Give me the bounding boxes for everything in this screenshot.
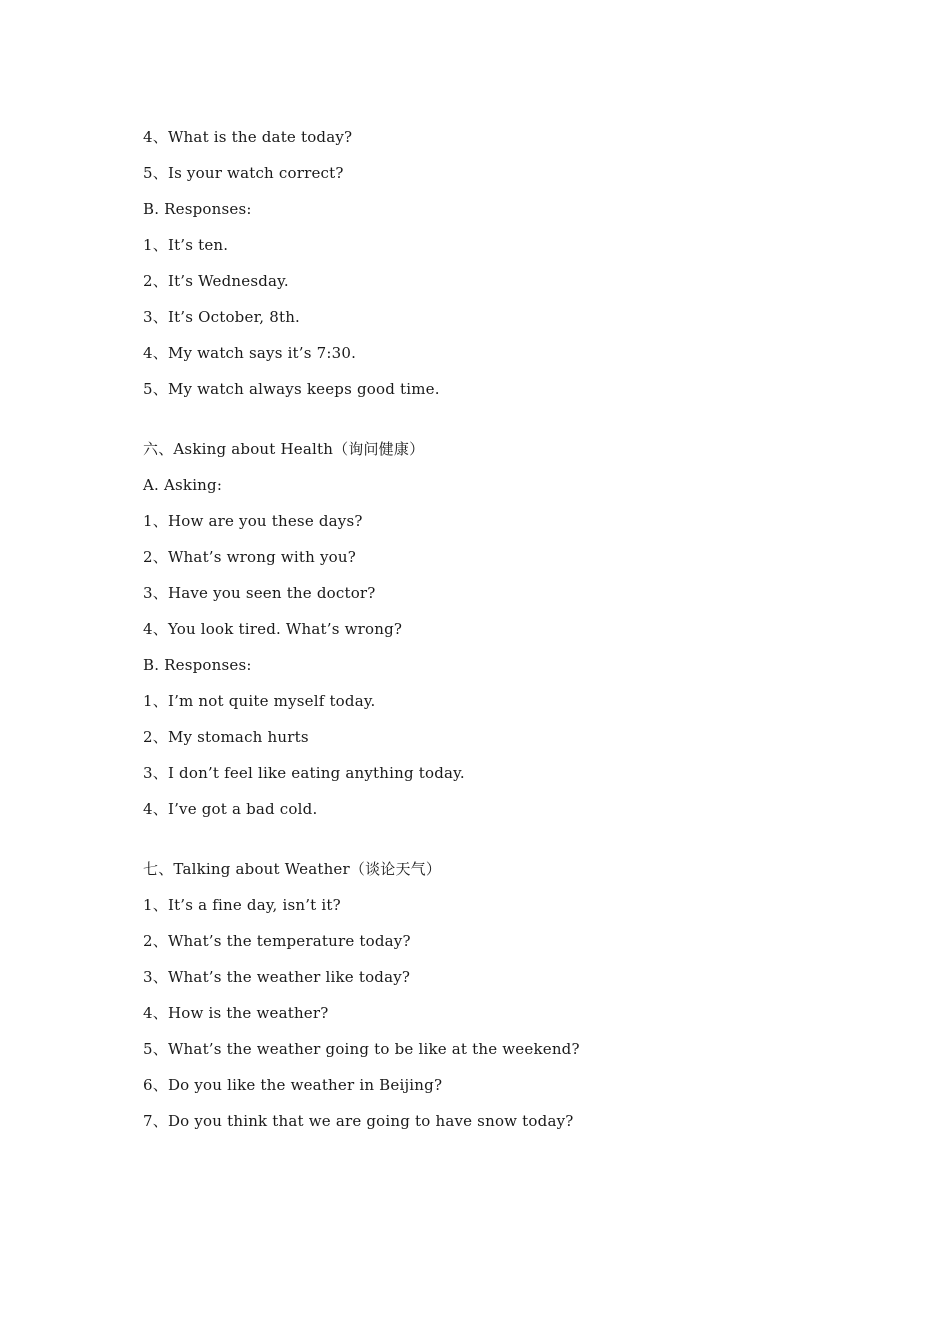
question-line: 2、What’s wrong with you?: [143, 548, 356, 566]
question-line: 4、What is the date today?: [143, 128, 353, 146]
response-line: 2、It’s Wednesday.: [143, 272, 289, 290]
responses-heading: B. Responses:: [143, 656, 252, 674]
section-time-tail: [143, 124, 863, 412]
question-line: 4、You look tired. What’s wrong?: [143, 620, 403, 638]
section-health: [143, 436, 863, 832]
section-gap: [143, 832, 863, 856]
weather-line: 5、What’s the weather going to be like at the weekend?: [143, 1040, 580, 1058]
section-weather: [143, 856, 863, 1144]
asking-heading: A. Asking:: [143, 476, 223, 494]
document-body: [143, 124, 863, 1144]
weather-line: 3、What’s the weather like today?: [143, 968, 411, 986]
weather-line: 6、Do you like the weather in Beijing?: [143, 1076, 443, 1094]
weather-line: 2、What’s the temperature today?: [143, 932, 411, 950]
question-line: 5、Is your watch correct?: [143, 164, 344, 182]
section-gap: [143, 412, 863, 436]
response-line: 2、My stomach hurts: [143, 728, 309, 746]
weather-line: 1、It’s a fine day, isn’t it?: [143, 896, 341, 914]
response-line: 1、I’m not quite myself today.: [143, 692, 376, 710]
section-heading: 六、Asking about Health（询问健康）: [143, 440, 425, 458]
weather-line: 7、Do you think that we are going to have snow today?: [143, 1112, 574, 1130]
weather-line: 4、How is the weather?: [143, 1004, 329, 1022]
response-line: 3、I don’t feel like eating anything today.: [143, 764, 465, 782]
question-line: 1、How are you these days?: [143, 512, 363, 530]
response-line: 1、It’s ten.: [143, 236, 229, 254]
question-line: 3、Have you seen the doctor?: [143, 584, 376, 602]
responses-heading: B. Responses:: [143, 200, 252, 218]
section-heading: 七、Talking about Weather（谈论天气）: [143, 860, 442, 878]
response-line: 5、My watch always keeps good time.: [143, 380, 440, 398]
response-line: 3、It’s October, 8th.: [143, 308, 301, 326]
response-line: 4、My watch says it’s 7:30.: [143, 344, 357, 362]
response-line: 4、I’ve got a bad cold.: [143, 800, 318, 818]
